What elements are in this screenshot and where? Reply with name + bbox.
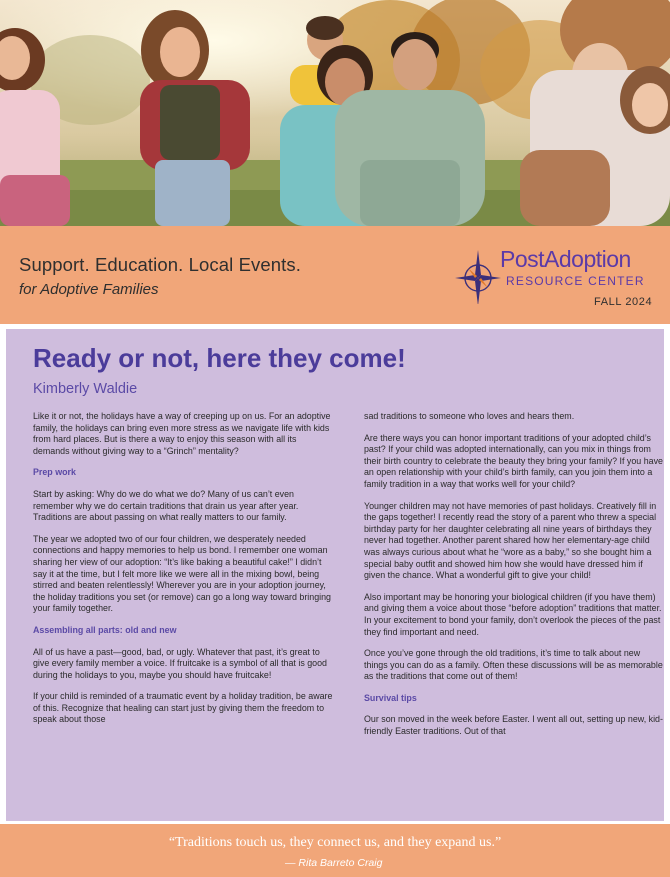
section-heading: Prep work (33, 467, 76, 478)
paragraph: Like it or not, the holidays have a way of creeping up on us. For an adoptive family, the holidays can bring even more stress as we navigate life with kids from hard places. But is there a way to enjoy this season with all its demands without giving way to a “Grinch” mentality? (33, 411, 331, 456)
paragraph: All of us have a past—good, bad, or ugly. Whatever that past, it’s great to give every family member a voice. If fruitcake is a symbol of all that is good during the holidays to you, maybe you should have fruitcake! (33, 646, 327, 680)
post-adoption-logo (455, 244, 655, 314)
hero-photo (0, 0, 670, 226)
quote-footer (0, 824, 670, 877)
paragraph: Start by asking: Why do we do what we do? Many of us can’t even remember why we do certain traditions that drain us year after year. Traditions are about passing on what really matters to our family. (33, 488, 299, 523)
tagline-subtitle: for Adoptive Families (19, 281, 159, 298)
section-heading: Survival tips (364, 692, 417, 703)
article-panel (6, 329, 664, 821)
compass-rose-icon (455, 248, 501, 304)
masthead-banner (0, 226, 670, 324)
logo-wordmark (500, 246, 631, 273)
pull-quote: “Traditions touch us, they connect us, and they expand us.” (168, 835, 502, 850)
tagline: Support. Education. Local Events. (19, 254, 302, 275)
logo-subtitle: RESOURCE CENTER (506, 274, 645, 288)
paragraph: Also important may be honoring your biological children (if you have them) and giving them a voice about those “before adoption” traditions that matter. In your excitement to bond your family, don’t overlook the pieces of the past they find important and need. (364, 591, 662, 637)
article-byline: Kimberly Waldie (33, 381, 138, 397)
paragraph: sad traditions to someone who loves and hears them. (364, 411, 575, 421)
paragraph: Are there ways you can honor important traditions of your adopted child’s past? If your child was adopted internationally, can you mix in things from their birth country to celebrate the beauty they bring your family? If you have an open relationship with your child’s birth family, can you join them into a family tradition in a way that works well for your child? (364, 432, 663, 489)
quote-attribution: — Rita Barreto Craig (285, 857, 383, 869)
paragraph: Younger children may not have memories of past holidays. Creatively fill in the gaps together! I recently read the story of a parent who threw a special birthday party for her daughter celebrating all nine years of birthdays they never had together. Another parent shared how her elementary-age child was always curious about what he “wore as a baby,” so she bought him a special baby outfit and showed him how she would have dressed him if given the chance. What a wonderful gift to give your child! (364, 500, 657, 581)
article-column-right (364, 411, 664, 748)
paragraph: Once you’ve gone through the old traditions, it’s time to talk about new things you can do as a family. Often these discussions will be as memorable as the traditions that come out of them! (364, 648, 663, 682)
logo-word-adoption: Adoption (544, 246, 631, 272)
logo-word-post: Post (500, 246, 545, 272)
issue-date: FALL 2024 (594, 296, 653, 308)
section-heading: Assembling all parts: old and new (33, 624, 177, 635)
paragraph: If your child is reminded of a traumatic event by a holiday tradition, be aware of this. Recognize that healing can start just by giving them the freedom to speak about those (33, 691, 333, 725)
paragraph: Our son moved in the week before Easter. I went all out, setting up new, kid-friendly Easter traditions. Out of that (364, 714, 663, 737)
article-headline: Ready or not, here they come! (33, 343, 406, 373)
hero-photo-illustration (0, 0, 670, 226)
article-column-left (33, 411, 333, 736)
paragraph: The year we adopted two of our four children, we desperately needed connections and happy memories to help us bond. I remember one woman sharing her view of our adoption: “It’s like baking a beautiful cake!” I didn’t say it at the time, but I felt more like we were all in the mixing bowl, being stirred and beaten relentlessly! Wherever you are in your adoption journey, the holiday traditions you set (or remove) can go a long way toward bringing your family together. (33, 533, 331, 614)
